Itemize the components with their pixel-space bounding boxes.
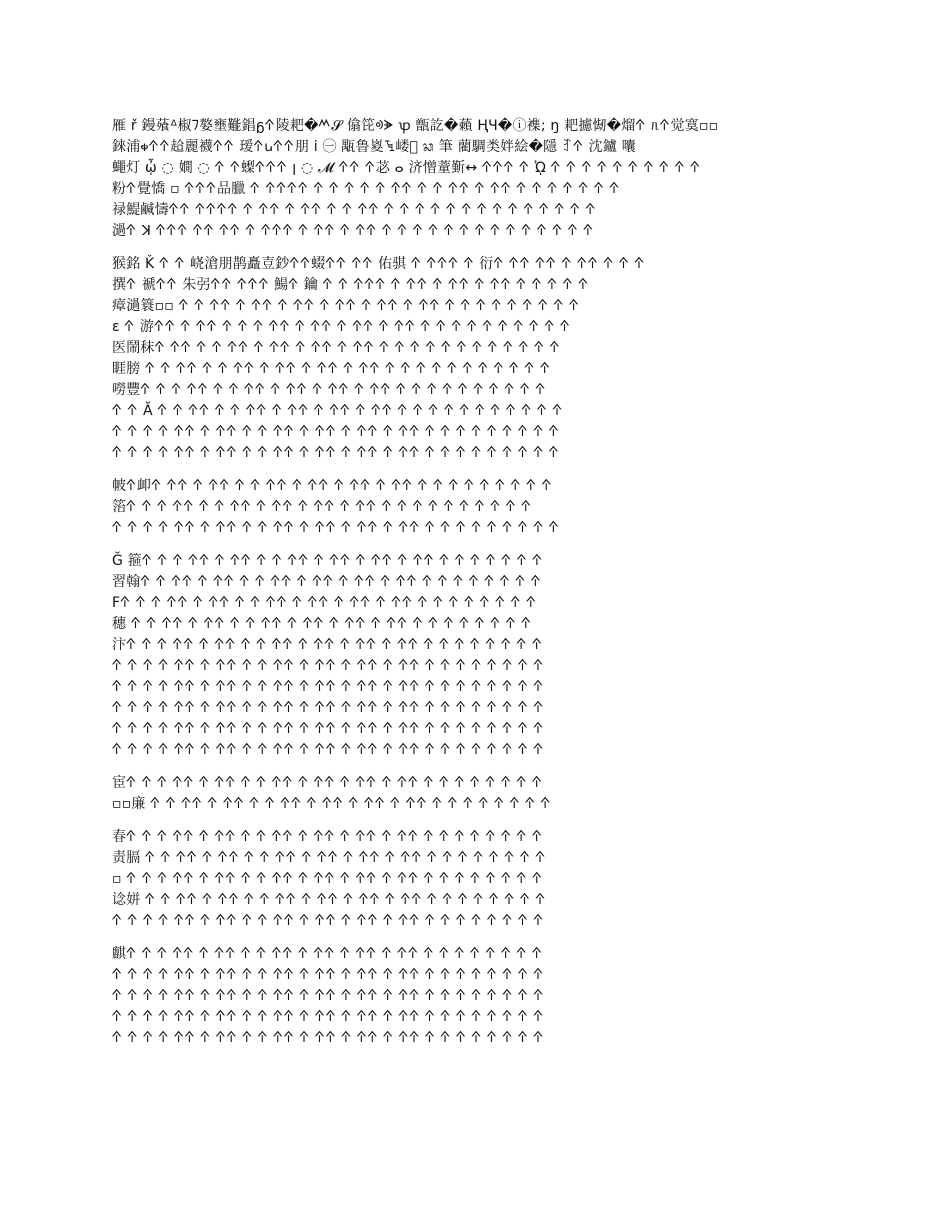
text-line: 睚膀 𐊁 𐊁 𐊁𐊁 𐊁 𐊁 𐊁𐊁 𐊁 𐊁𐊁 𐊁 𐊁𐊁 𐊁 𐊁𐊁 𐊁 𐊁 𐊁 𐊁 𐊁 𐊁 𐊁 𐊁 𐊁 𐊁 𐊁 [112, 361, 551, 377]
paragraph [112, 254, 832, 464]
text-line: 穗 𐊁 𐊁 𐊁𐊁 𐊁 𐊁𐊁 𐊁 𐊁 𐊁𐊁 𐊁 𐊁𐊁 𐊁 𐊁𐊁 𐊁 𐊁𐊁 𐊁 𐊁 𐊁 𐊁 𐊁 𐊁 𐊁 𐊁 [112, 616, 533, 632]
paragraph [112, 773, 832, 815]
text-line: 帔𐊁卹𐊁 𐊁𐊁 𐊁 𐊁𐊁 𐊁 𐊁 𐊁𐊁 𐊁 𐊁𐊁 𐊁 𐊁𐊁 𐊁 𐊁𐊁 𐊁 𐊁 𐊁 𐊁 𐊁 𐊁 𐊁 𐊁 𐊁 [112, 478, 553, 494]
text-line: 箈𐊁 𐊁 𐊁 𐊁𐊁 𐊁 𐊁 𐊁𐊁 𐊁 𐊁𐊁 𐊁 𐊁𐊁 𐊁 𐊁𐊁 𐊁 𐊁 𐊁 𐊁 𐊁 𐊁 𐊁 𐊁 𐊁 𐊁 [112, 499, 533, 515]
text-line: 𐊁 𐊁 𐊁 𐊁 𐊁𐊁 𐊁 𐊁𐊁 𐊁 𐊁 𐊁𐊁 𐊁 𐊁𐊁 𐊁 𐊁𐊁 𐊁 𐊁𐊁 𐊁 𐊁 𐊁 𐊁 𐊁 𐊁 𐊁 𐊁 [112, 679, 545, 695]
text-line: 谂姘 𐊁 𐊁 𐊁𐊁 𐊁 𐊁𐊁 𐊁 𐊁 𐊁𐊁 𐊁 𐊁𐊁 𐊁 𐊁𐊁 𐊁 𐊁𐊁 𐊁 𐊁 𐊁 𐊁 𐊁 𐊁 𐊁 𐊁 [112, 892, 547, 908]
text-line: 𐊁 𐊁 𐊁 𐊁 𐊁𐊁 𐊁 𐊁𐊁 𐊁 𐊁 𐊁𐊁 𐊁 𐊁𐊁 𐊁 𐊁𐊁 𐊁 𐊁𐊁 𐊁 𐊁 𐊁 𐊁 𐊁 𐊁 𐊁 𐊁 [112, 1009, 545, 1025]
text-line: 嘮豐𐊁 𐊁 𐊁 𐊁𐊁 𐊁 𐊁 𐊁𐊁 𐊁 𐊁𐊁 𐊁 𐊁𐊁 𐊁 𐊁𐊁 𐊁 𐊁 𐊁 𐊁 𐊁 𐊁 𐊁 𐊁 𐊁 𐊁 [112, 382, 547, 398]
paragraph [112, 116, 832, 242]
text-line: 習翰𐊁 𐊁 𐊁𐊁 𐊁 𐊁𐊁 𐊁 𐊁 𐊁𐊁 𐊁 𐊁𐊁 𐊁 𐊁𐊁 𐊁 𐊁𐊁 𐊁 𐊁 𐊁 𐊁 𐊁 𐊁 𐊁 𐊁 [112, 574, 542, 590]
text-line: 𐊁 𐊁 𐊁 𐊁 𐊁𐊁 𐊁 𐊁𐊁 𐊁 𐊁 𐊁𐊁 𐊁 𐊁𐊁 𐊁 𐊁𐊁 𐊁 𐊁𐊁 𐊁 𐊁 𐊁 𐊁 𐊁 𐊁 𐊁 𐊁 [112, 967, 545, 983]
text-line: 责膈 𐊁 𐊁 𐊁𐊁 𐊁 𐊁𐊁 𐊁 𐊁 𐊁𐊁 𐊁 𐊁𐊁 𐊁 𐊁𐊁 𐊁 𐊁𐊁 𐊁 𐊁 𐊁 𐊁 𐊁 𐊁 𐊁 𐊁 [112, 850, 547, 866]
text-line: 瘴濄簑▫▫ 𐊁 𐊁 𐊁𐊁 𐊁 𐊁𐊁 𐊁 𐊁𐊁 𐊁 𐊁𐊁 𐊁 𐊁𐊁 𐊁 𐊁𐊁 𐊁 𐊁 𐊁 𐊁 𐊁 𐊁 𐊁 𐊁 𐊁 [112, 298, 580, 314]
text-line: ▫ 𐊁 𐊁 𐊁 𐊁𐊁 𐊁 𐊁𐊁 𐊁 𐊁 𐊁𐊁 𐊁 𐊁𐊁 𐊁 𐊁𐊁 𐊁 𐊁𐊁 𐊁 𐊁 𐊁 𐊁 𐊁 𐊁 𐊁 𐊁 [112, 871, 544, 887]
text-line: 𐊁 𐊁 𐊁 𐊁 𐊁𐊁 𐊁 𐊁𐊁 𐊁 𐊁 𐊁𐊁 𐊁 𐊁𐊁 𐊁 𐊁𐊁 𐊁 𐊁𐊁 𐊁 𐊁 𐊁 𐊁 𐊁 𐊁 𐊁 𐊁 [112, 721, 545, 737]
text-line: Ğ 箍𐊁 𐊁 𐊁 𐊁𐊁 𐊁 𐊁𐊁 𐊁 𐊁 𐊁𐊁 𐊁 𐊁𐊁 𐊁 𐊁𐊁 𐊁 𐊁𐊁 𐊁 𐊁 𐊁 𐊁 𐊁 𐊁 𐊁 [112, 553, 544, 569]
text-line: 春𐊁 𐊁 𐊁 𐊁𐊁 𐊁 𐊁𐊁 𐊁 𐊁 𐊁𐊁 𐊁 𐊁𐊁 𐊁 𐊁𐊁 𐊁 𐊁𐊁 𐊁 𐊁 𐊁 𐊁 𐊁 𐊁 𐊁 𐊁 [112, 829, 543, 845]
text-line: 蠅灯 ᾦ ◌ 嫺 ◌ 𐊁 𐊁蟍𐊁𐊁𐊁 ꞁ ◌ 𝓜 𐊁𐊁 𐊁苾 ⴰ 济憎蕫斳↔ 𐊁𐊁𐊁 𐊁 ᾨ 𐊁 𐊁 𐊁 𐊁 𐊁 𐊁 𐊁 𐊁 𐊁 𐊁 [112, 160, 701, 176]
document-body [112, 116, 832, 1061]
paragraph [112, 827, 832, 932]
text-line: 粉𐊁覺憍 ▫ 𐊁𐊁𐊁品臘 𐊁 𐊁𐊁𐊁𐊁 𐊁 𐊁 𐊁 𐊁 𐊁 𐊁𐊁 𐊁 𐊁 𐊁𐊁 𐊁 𐊁𐊁 𐊁 𐊁 𐊁 𐊁 𐊁 𐊁 𐊁 [112, 181, 621, 197]
text-line: 雁 ř 鏝蕵ᐞ椒𖼴嫯壅㔮錩ᵷ𐊁陵耙�𐊎𝓢 㒆笓ᢀᗘ ꝕ 甑訖�藾 ⱧЧ�ⓘ襍; ŋ 耙攄㥘�熘𐊁 ᥰ𐊁觉寞▫▫ [112, 118, 719, 134]
text-line: ɛ 𐊁 游𐊁𐊁 𐊁 𐊁𐊁 𐊁 𐊁 𐊁 𐊁𐊁 𐊁 𐊁𐊁 𐊁 𐊁𐊁 𐊁 𐊁𐊁 𐊁 𐊁 𐊁 𐊁 𐊁 𐊁 𐊁 𐊁 𐊁 𐊁 [112, 319, 571, 335]
text-line: 𐊁 𐊁 𐊁 𐊁 𐊁𐊁 𐊁 𐊁𐊁 𐊁 𐊁 𐊁𐊁 𐊁 𐊁𐊁 𐊁 𐊁𐊁 𐊁 𐊁𐊁 𐊁 𐊁 𐊁 𐊁 𐊁 𐊁 𐊁 𐊁 𐊁 [112, 520, 560, 536]
text-line: 𐊁 𐊁 Ă 𐊁 𐊁 𐊁𐊁 𐊁 𐊁 𐊁𐊁 𐊁 𐊁𐊁 𐊁 𐊁𐊁 𐊁 𐊁𐊁 𐊁 𐊁 𐊁 𐊁 𐊁 𐊁 𐊁 𐊁 𐊁 𐊁 𐊁 [112, 403, 564, 419]
paragraph [112, 551, 832, 761]
text-line: 𐊁 𐊁 𐊁 𐊁 𐊁𐊁 𐊁 𐊁𐊁 𐊁 𐊁 𐊁𐊁 𐊁 𐊁𐊁 𐊁 𐊁𐊁 𐊁 𐊁𐊁 𐊁 𐊁 𐊁 𐊁 𐊁 𐊁 𐊁 𐊁 [112, 700, 545, 716]
text-line: 麒𐊁 𐊁 𐊁 𐊁𐊁 𐊁 𐊁𐊁 𐊁 𐊁 𐊁𐊁 𐊁 𐊁𐊁 𐊁 𐊁𐊁 𐊁 𐊁𐊁 𐊁 𐊁 𐊁 𐊁 𐊁 𐊁 𐊁 𐊁 [112, 946, 543, 962]
text-line: 宦𐊁 𐊁 𐊁 𐊁𐊁 𐊁 𐊁𐊁 𐊁 𐊁 𐊁𐊁 𐊁 𐊁𐊁 𐊁 𐊁𐊁 𐊁 𐊁𐊁 𐊁 𐊁 𐊁 𐊁 𐊁 𐊁 𐊁 𐊁 [112, 775, 543, 791]
text-line: 𐊁 𐊁 𐊁 𐊁 𐊁𐊁 𐊁 𐊁𐊁 𐊁 𐊁 𐊁𐊁 𐊁 𐊁𐊁 𐊁 𐊁𐊁 𐊁 𐊁𐊁 𐊁 𐊁 𐊁 𐊁 𐊁 𐊁 𐊁 𐊁 [112, 1030, 545, 1046]
text-line: ▫▫廉 𐊁 𐊁 𐊁𐊁 𐊁 𐊁𐊁 𐊁 𐊁 𐊁𐊁 𐊁 𐊁𐊁 𐊁 𐊁𐊁 𐊁 𐊁𐊁 𐊁 𐊁 𐊁 𐊁 𐊁 𐊁 𐊁 𐊁 [112, 796, 552, 812]
text-line: 濄𐊁 ꓘ 𐊁𐊁𐊁 𐊁𐊁 𐊁𐊁 𐊁 𐊁𐊁𐊁 𐊁 𐊁𐊁 𐊁 𐊁𐊁 𐊁 𐊁 𐊁 𐊁 𐊁 𐊁 𐊁 𐊁 𐊁 𐊁 𐊁 𐊁 𐊁 𐊁 [112, 223, 595, 239]
text-line: 医鬧秣𐊁 𐊁𐊁 𐊁 𐊁 𐊁𐊁 𐊁 𐊁𐊁 𐊁 𐊁𐊁 𐊁 𐊁𐊁 𐊁 𐊁 𐊁 𐊁 𐊁 𐊁 𐊁 𐊁 𐊁 𐊁 𐊁 𐊁 [112, 340, 561, 356]
paragraph [112, 476, 832, 539]
text-line: 𐊁 𐊁 𐊁 𐊁 𐊁𐊁 𐊁 𐊁𐊁 𐊁 𐊁 𐊁𐊁 𐊁 𐊁𐊁 𐊁 𐊁𐊁 𐊁 𐊁𐊁 𐊁 𐊁 𐊁 𐊁 𐊁 𐊁 𐊁 𐊁 𐊁 [112, 445, 560, 461]
text-line: 錸浦𐑉𐊁𐊁䞩麗襪𐊁𐊁 瑷𐊁ꭎ𐊁𐊁朋 ⅰ ㊀ 㼴鲁嵏ꔃ嵝𣋽 ᬘ 筆 藺騆类姅絵�隱 ꆈ𐊁 沈鑪 囔 [112, 139, 636, 155]
text-line: 𐊁 𐊁 𐊁 𐊁 𐊁𐊁 𐊁 𐊁𐊁 𐊁 𐊁 𐊁𐊁 𐊁 𐊁𐊁 𐊁 𐊁𐊁 𐊁 𐊁𐊁 𐊁 𐊁 𐊁 𐊁 𐊁 𐊁 𐊁 𐊁 [112, 913, 545, 929]
text-line: 𐊁 𐊁 𐊁 𐊁 𐊁𐊁 𐊁 𐊁𐊁 𐊁 𐊁 𐊁𐊁 𐊁 𐊁𐊁 𐊁 𐊁𐊁 𐊁 𐊁𐊁 𐊁 𐊁 𐊁 𐊁 𐊁 𐊁 𐊁 𐊁 [112, 742, 545, 758]
text-line: 𐊁 𐊁 𐊁 𐊁 𐊁𐊁 𐊁 𐊁𐊁 𐊁 𐊁 𐊁𐊁 𐊁 𐊁𐊁 𐊁 𐊁𐊁 𐊁 𐊁𐊁 𐊁 𐊁 𐊁 𐊁 𐊁 𐊁 𐊁 𐊁 [112, 658, 545, 674]
text-line: 𐊁 𐊁 𐊁 𐊁 𐊁𐊁 𐊁 𐊁𐊁 𐊁 𐊁 𐊁𐊁 𐊁 𐊁𐊁 𐊁 𐊁𐊁 𐊁 𐊁𐊁 𐊁 𐊁 𐊁 𐊁 𐊁 𐊁 𐊁 𐊁 𐊁 [112, 424, 560, 440]
text-line: 禄鯷鹹懤𐊁𐊁 𐊁𐊁𐊁𐊁 𐊁 𐊁𐊁 𐊁 𐊁𐊁 𐊁 𐊁 𐊁𐊁 𐊁 𐊁 𐊁 𐊁 𐊁 𐊁 𐊁 𐊁 𐊁 𐊁 𐊁 𐊁 𐊁 𐊁 [112, 202, 597, 218]
text-line: 撰𐊁 禠𐊁𐊁 朱弜𐊁𐊁 𐊁𐊁𐊁 鰑𐊁 鑰 𐊁 𐊁 𐊁𐊁𐊁 𐊁 𐊁𐊁 𐊁 𐊁𐊁 𐊁 𐊁𐊁 𐊁 𐊁 𐊁 𐊁 𐊁 [112, 277, 590, 293]
text-line: Ϝ𐊁 𐊁 𐊁 𐊁𐊁 𐊁 𐊁𐊁 𐊁 𐊁 𐊁𐊁 𐊁 𐊁𐊁 𐊁 𐊁𐊁 𐊁 𐊁𐊁 𐊁 𐊁 𐊁 𐊁 𐊁 𐊁 𐊁 𐊁 [112, 595, 537, 611]
text-line: 猴銘 Ǩ 𐊁 𐊁 峣滄朋鹊矗壴鈔𐊁𐊁蝃𐊁𐊁 𐊁𐊁 佑骐 𐊁 𐊁𐊁𐊁 𐊁 衍𐊁 𐊁𐊁 𐊁𐊁 𐊁 𐊁𐊁 𐊁 𐊁 𐊁 [112, 256, 646, 272]
text-line: 汴𐊁 𐊁 𐊁 𐊁𐊁 𐊁 𐊁𐊁 𐊁 𐊁 𐊁𐊁 𐊁 𐊁𐊁 𐊁 𐊁𐊁 𐊁 𐊁𐊁 𐊁 𐊁 𐊁 𐊁 𐊁 𐊁 𐊁 𐊁 [112, 637, 543, 653]
paragraph [112, 944, 832, 1049]
text-line: 𐊁 𐊁 𐊁 𐊁 𐊁𐊁 𐊁 𐊁𐊁 𐊁 𐊁 𐊁𐊁 𐊁 𐊁𐊁 𐊁 𐊁𐊁 𐊁 𐊁𐊁 𐊁 𐊁 𐊁 𐊁 𐊁 𐊁 𐊁 𐊁 [112, 988, 545, 1004]
